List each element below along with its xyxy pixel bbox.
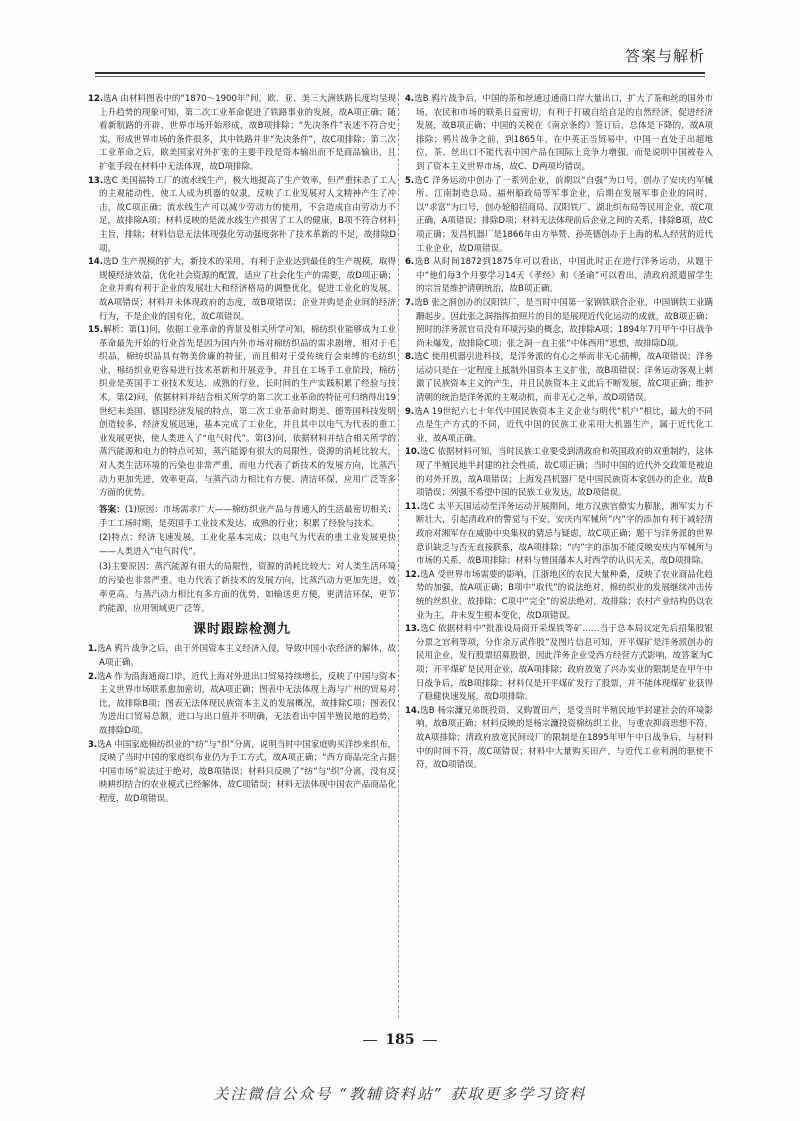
item-number: 13. bbox=[405, 624, 421, 635]
item-number: 12. bbox=[405, 569, 421, 580]
item-text: 选C 美国福特工厂的流水线生产，极大地提高了生产效率，但严重抹杀了工人的主观能动性，使工人成为机器的奴隶，反映了工业发展对人文精神产生了冲击，故C项正确；流水线生产可以减少劳动力的使用，不会造成自由劳动力不足，故排除A项；材料反映的是流水线生产损害了工人的健康，B项不符合材料主旨，排除；材料信息无法体现强化劳动强度弥补了技术革新的不足，故排除D项。 bbox=[99, 175, 396, 254]
header-rule-thin bbox=[95, 76, 705, 77]
item-number: 9. bbox=[405, 406, 415, 417]
item-text: 选A 19世纪六七十年代中国民族资本主义企业与明代“机户”相比，最大的不同点是生产方式的不同，近代中国的民族工业采用大机器生产，属于近代化工业，故A项正确。 bbox=[414, 406, 713, 444]
section-title: 课时跟踪检测九 bbox=[192, 622, 291, 638]
answer-item bbox=[88, 643, 396, 670]
item-number: 1. bbox=[88, 644, 98, 655]
column-divider bbox=[398, 93, 399, 1018]
item-text: 选D 生产规模的扩大，新技术的采用，有利于企业达到最佳的生产规模，取得规模经济效益，优化社会资源的配置，适应了社会化生产的需要，故D项正确；企业并购有利于企业的发展壮大和经济格局的调整优化，促进工业化的发展，故A项错误；材料并未体现政府的态度，故B项错误；企业并购是企业间的经济行为，不是企业的国有化，故C项错误。 bbox=[99, 257, 396, 322]
item-number: 12. bbox=[88, 94, 104, 104]
item-text: 选A 作为沿海通商口岸，近代上海对外进出口贸易持续增长，反映了中国与资本主义世界市场联系愈加密切，故A项正确；图表中无法体现上海与广州的贸易对比，故排除B项；图表无法体现民族资本主义的发展概况，故排除C项；图表仅为进出口贸易总额，进口与出口值并不明确，无法看出中国半殖民地的趋势，故排除D项。 bbox=[97, 671, 396, 736]
answer-item bbox=[88, 324, 396, 501]
answer-item bbox=[88, 93, 396, 175]
answer-label: 答案： bbox=[99, 504, 125, 515]
page-number: 185 bbox=[0, 1032, 800, 1048]
answer-item bbox=[405, 446, 713, 500]
answer-item bbox=[405, 569, 713, 623]
item-text: 选B 杨宗濂兄弟既投资，又购置田产，是受当时半殖民地半封建社会的环境影响，故B项正确；材料反映的是杨宗濂投资棉纺织工业，与重农抑商思想不符，故A项排除；清政府放宽民间设厂的限制是在1895年甲午中日战争后，与材料中的时间不符，故C项错误；材料中大量购买田产，与近代工业利润的驱使不符，故D项错误。 bbox=[416, 705, 713, 771]
answer-item bbox=[405, 93, 713, 175]
header-title: 答案与解析 bbox=[624, 47, 705, 65]
item-number: 3. bbox=[88, 739, 98, 750]
item-number: 11. bbox=[405, 501, 421, 512]
item-number: 4. bbox=[405, 94, 415, 104]
item-number: 14. bbox=[405, 705, 421, 716]
header-rule bbox=[95, 72, 705, 74]
item-text: 选B 张之洞创办的汉阳铁厂，是当时中国第一家钢铁联合企业，中国钢铁工业蹒跚起步。因此张之洞指挥拍照片的目的是展现近代化运动的成就，故B项正确；照时的洋务派官员没有环境污染的概念，故排除A项；1894年7月甲午中日战争尚未爆发，故排除C项；张之洞一直主张“中体西用”思想，故排除D项。 bbox=[414, 297, 713, 349]
answer-item bbox=[405, 623, 713, 705]
item-text: 选C 洋务运动中创办了一系列企业，前期以“自强”为口号，创办了安庆内军械所、江南制造总局、福州船政局等军事企业，后期在发展军事企业的同时，以“求富”为口号，创办轮船招商局、汉阳铁厂、湖北织布局等民用企业，故C项正确，A项错误；排除D项；材料无法体现前后企业之间的关系，排除B项，故C项正确；发昌机器厂是1866年由方举赞、孙英德创办于上海的私人经营的近代工业企业，故D项错误。 bbox=[414, 175, 713, 254]
footer-note: 关注微信公众号 “教辅资料站” 获取更多学习资料 bbox=[213, 1085, 587, 1103]
answer-item bbox=[88, 256, 396, 324]
item-number: 15. bbox=[88, 325, 104, 336]
item-text: 选B 从时间1872到1875年可以看出，中国此时正在进行洋务运动，从题干中“他们每3个月要学习14天《孝经》和《圣谕”可以看出，清政府派遣留学生的宗旨是维护清朝统治，故B项正确。 bbox=[414, 257, 713, 295]
left-column bbox=[88, 93, 396, 1018]
item-text: 选C 太平天国运动至洋务运动开展期间，地方汉族官僚实力膨胀，湘军实力不断壮大，引起清政府的警觉与不安，安庆内军械所“内”字的添加有利于减轻清政府对湘军存在威胁中央集权的猜忌与疑虑，故C项正确；题干与洋务派的世界意识缺乏与否无直接联系，故A项排除；“内”字的添加不能反映安庆内军械所与市场的关系，故B项排除；材料与曾国藩本人对西学的认识无关，故D项排除。 bbox=[416, 501, 713, 567]
answer-item bbox=[405, 705, 713, 773]
answer-item bbox=[88, 739, 396, 807]
answer-line: (2)特点：经济飞速发展，工业化基本完成；以电气为代表的重工业发展更快——人类进入“电气时代”。 bbox=[99, 533, 396, 558]
item-text: 选A 中国家庭棉纺织业的“纺”与“织”分离，说明当时中国家庭购买洋纱来织布，反映了当时中国的家庭织布业仍为手工方式，故A项正确；“西方商品完全占据中国市场”说法过于绝对，故B项错误；材料只反映了“纺”与“织”分离，没有反映耕织结合的农业模式已经解体，故C项错误；材料无法体现中国农产品商品化程度，故D项错误。 bbox=[97, 739, 396, 804]
item-number: 7. bbox=[405, 297, 415, 308]
answer-item bbox=[405, 351, 713, 405]
answer-line: (3)主要原因：蒸汽能源有很大的局限性，资源的消耗比较大；对人类生活环境的污染也非常严重。电力代表了新技术的发展方向，比蒸汽动力更加先进，效率更高。与蒸汽动力相比有多方面的优势，如输送更方便，更清洁环保，更节约能源，应用领域更广泛等。 bbox=[99, 561, 396, 615]
item-text: 解析：第(1)问，依据工业革命的背景及相关所学可知，棉纺织业能够成为工业革命最先开始的行业首先是因为国内外市场对棉纺织品的需求剧增，相对于毛织品，棉纺织品具有物美价廉的特征，而且相对于受传统行会束缚的毛纺织业，棉纺织业更容易进行技术革新和开展竞争，并且在工场手工业阶段，棉纺织业是英国手工业技术发达、成熟的行业，长时间的生产实践积累了经验与技术。第(2)问，依据材料并结合相关所学的第二次工业革命的特征可归纳得出19世纪末美国、德国经济发展的特点，第二次工业革命时期美、德等国科技发明创造较多，经济发展迅速，基本完成了工业化，并且其中以电气为代表的重工业发展更快，使人类进入了“电气时代”。第(3)问，依据材料并结合相关所学的蒸汽能源和电力的特点可知，蒸汽能源有很大的局限性，资源的消耗比较大，对人类生活环境的污染也非常严重，而电力代表了新技术的发展方向，比蒸汽动力更加先进，效率更高，与蒸汽动力相比有方便、清洁环保，应用广泛等多方面的优势。 bbox=[99, 325, 396, 499]
answer-item bbox=[405, 175, 713, 257]
answer-line bbox=[99, 503, 396, 531]
item-number: 8. bbox=[405, 352, 415, 363]
item-text: 选C 依据材料中“批准设局商开采煤铁等矿……当于总本局议定先后招集股银分票之官利等项，分作余万武作股”及图片信息可知，开平煤矿是洋务派创办的民用企业，发行股票招募股银，因此洋务企业受西方经营方式影响，故答案为C项；开平煤矿是民用企业，故A项排除；政府放宽了兴办实业的限制是在甲午中日战争后，故B项排除；材料仅是开平煤矿发行了股票，并不能体现煤矿业获得了稳健快速发展，故D项排除。 bbox=[416, 624, 713, 703]
item-number: 6. bbox=[405, 257, 415, 268]
item-text: 选C 依据材料可知，当时民族工业要受到清政府和英国政府的双重制约，这体现了半殖民地半封建的社会性质，故C项正确；当时中国的近代外交政策是被迫的对外开放，故A项错误；上海发昌机器厂是中国民族资本家创办的企业，故B项错误；列强不希望中国的民族工业发达，故D项错误。 bbox=[416, 447, 713, 499]
answer-item bbox=[405, 501, 713, 569]
answer-item bbox=[88, 175, 396, 257]
answer-item bbox=[405, 406, 713, 447]
item-number: 14. bbox=[88, 257, 104, 268]
answer-item bbox=[405, 256, 713, 297]
right-column bbox=[405, 93, 713, 1018]
item-text: 选A 受世界市场需要的影响，江浙地区的农民大量种桑，反映了农业商品化趋势的加强，故A项正确；B项中“取代”的说法绝对，棉纺织业的发展继续冲击传统的丝织业，故排除；C项中“完全”的说法绝对，故排除；农村产业结构仍以农业为主，并未发生根本变化，故D项错误。 bbox=[416, 569, 713, 621]
answer-block bbox=[99, 503, 396, 617]
item-text: 选C 使用机器引进科技，是洋务派的有心之举而非无心插柳，故A项错误；洋务运动只是在一定程度上抵制外国资本主义扩张，故B项错误；洋务运动客观上刺激了民族资本主义的产生，并且民族资本主义此后不断发展，故C项正确；维护清朝的统治是洋务派的主观动机，而非无心之举，故D项错误。 bbox=[414, 352, 713, 404]
item-number: 13. bbox=[88, 175, 104, 186]
item-number: 2. bbox=[88, 671, 98, 682]
answer-item bbox=[88, 671, 396, 739]
answer-item bbox=[405, 297, 713, 351]
answer-text: (1)原因：市场需求广大——棉纺织业产品与普通人的生活最密切相关；手工工场时期，是英国手工业技术发达、成熟的行业；积累了经验与技术。 bbox=[99, 504, 396, 530]
item-number: 5. bbox=[405, 175, 415, 186]
item-number: 10. bbox=[405, 447, 421, 458]
item-text: 选A 由材料图表中的“1870～1900年”间，欧、亚、美三大洲铁路长度均呈现上升趋势的现象可知，第二次工业革命促进了铁路事业的发展，故A项正确；随着新航路的开辟，世界市场开始形成，故B项排除；“先决条件”表述不符合史实，形成世界市场的条件很多，其中铁路并非“先决条件”，故C项排除；第二次工业革命之后，欧美国家对外扩张的主要手段是资本输出而不是商品输出，且扩张手段在材料中无法体现，故D项排除。 bbox=[99, 94, 396, 172]
item-text: 选A 鸦片战争之后，由于外国资本主义经济入侵，导致中国小农经济的解体，故A项正确。 bbox=[97, 644, 396, 669]
item-text: 选B 鸦片战争后，中国的茶和丝通过通商口岸大量出口，扩大了茶和丝的国外市场，农民和市场的联系日益密切，有利于打破自给自足的自然经济，促进经济发展，故B项正确；中国的关税在《南京条约》签订后，总体是下降的，故A项排除；鸦片战争之前，到1865年，在中英正当贸易中，中国一直处于出超地位，茶、丝出口不能代表中国产品在国际上竞争力增强，而是说明中国被卷入到了资本主义世界市场，故C、D两项均错误。 bbox=[414, 94, 713, 172]
